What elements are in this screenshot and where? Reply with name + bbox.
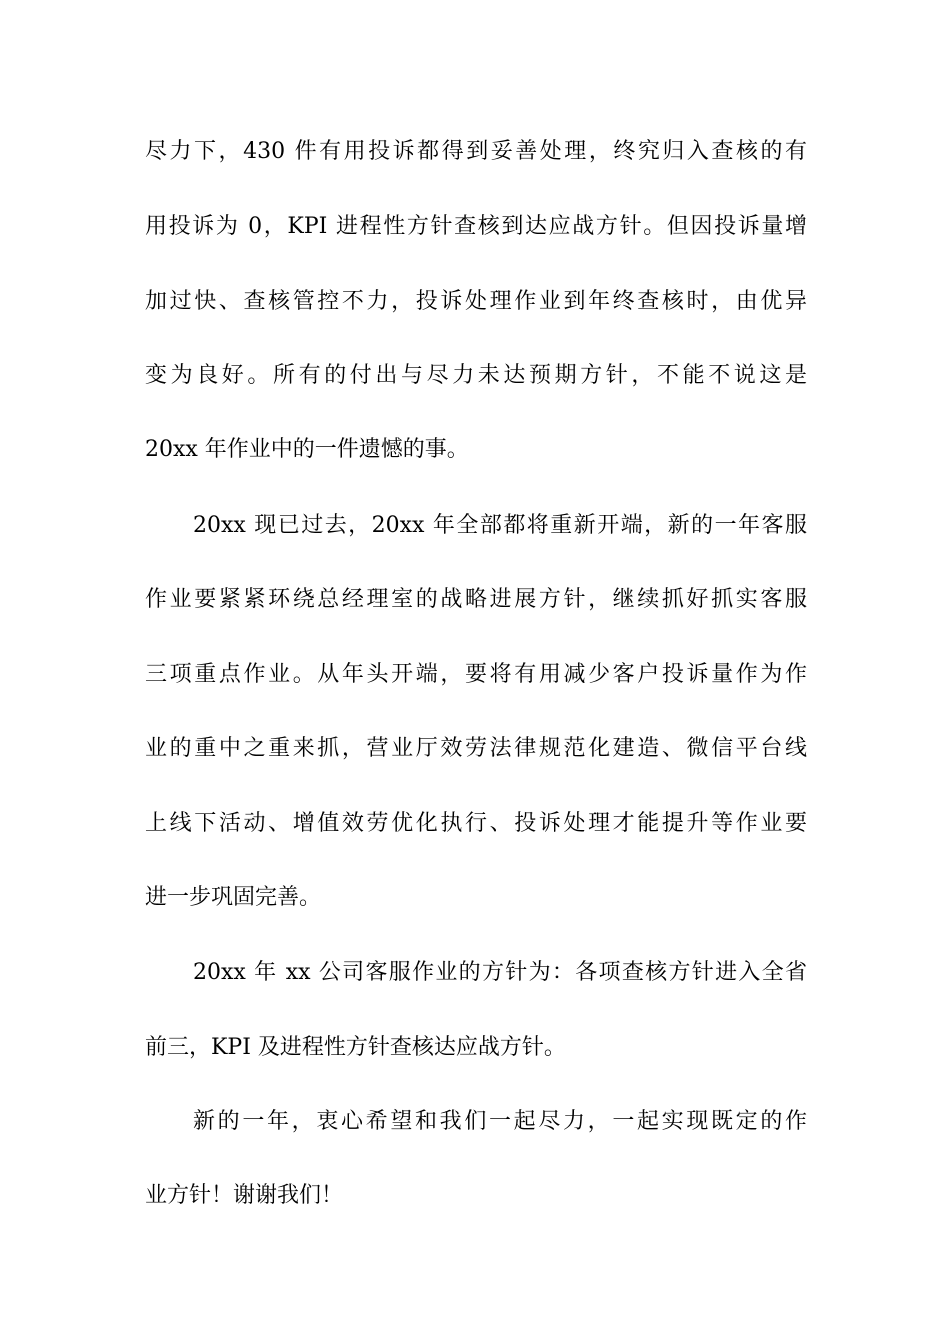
text-line: 20xx 现已过去，20xx 年全部都将重新开端，新的一年客服 bbox=[193, 513, 807, 538]
text-line: 业的重中之重来抓，营业厅效劳法律规范化建造、微信平台线 bbox=[145, 736, 807, 761]
text-line: 进一步巩固完善。 bbox=[145, 885, 322, 910]
text-line: 前三，KPI 及进程性方针查核达应战方针。 bbox=[145, 1035, 566, 1060]
text-line: 新的一年，衷心希望和我们一起尽力，一起实现既定的作 bbox=[193, 1109, 807, 1134]
text-line: 加过快、查核管控不力，投诉处理作业到年终查核时，由优异 bbox=[145, 289, 807, 314]
text-line: 20xx 年作业中的一件遗憾的事。 bbox=[145, 437, 469, 462]
text-line: 业方针！谢谢我们！ bbox=[145, 1183, 344, 1208]
text-line: 用投诉为 0，KPI 进程性方针查核到达应战方针。但因投诉量增 bbox=[145, 214, 807, 239]
text-line: 上线下活动、增值效劳优化执行、投诉处理才能提升等作业要 bbox=[145, 811, 807, 836]
text-line: 作业要紧紧环绕总经理室的战略进展方针，继续抓好抓实客服 bbox=[145, 587, 807, 612]
text-line: 20xx 年 xx 公司客服作业的方针为：各项查核方针进入全省 bbox=[193, 960, 807, 985]
text-line: 变为良好。所有的付出与尽力未达预期方针，不能不说这是 bbox=[145, 363, 807, 388]
text-line: 尽力下，430 件有用投诉都得到妥善处理，终究归入查核的有 bbox=[145, 139, 807, 164]
text-line: 三项重点作业。从年头开端，要将有用减少客户投诉量作为作 bbox=[145, 662, 807, 687]
